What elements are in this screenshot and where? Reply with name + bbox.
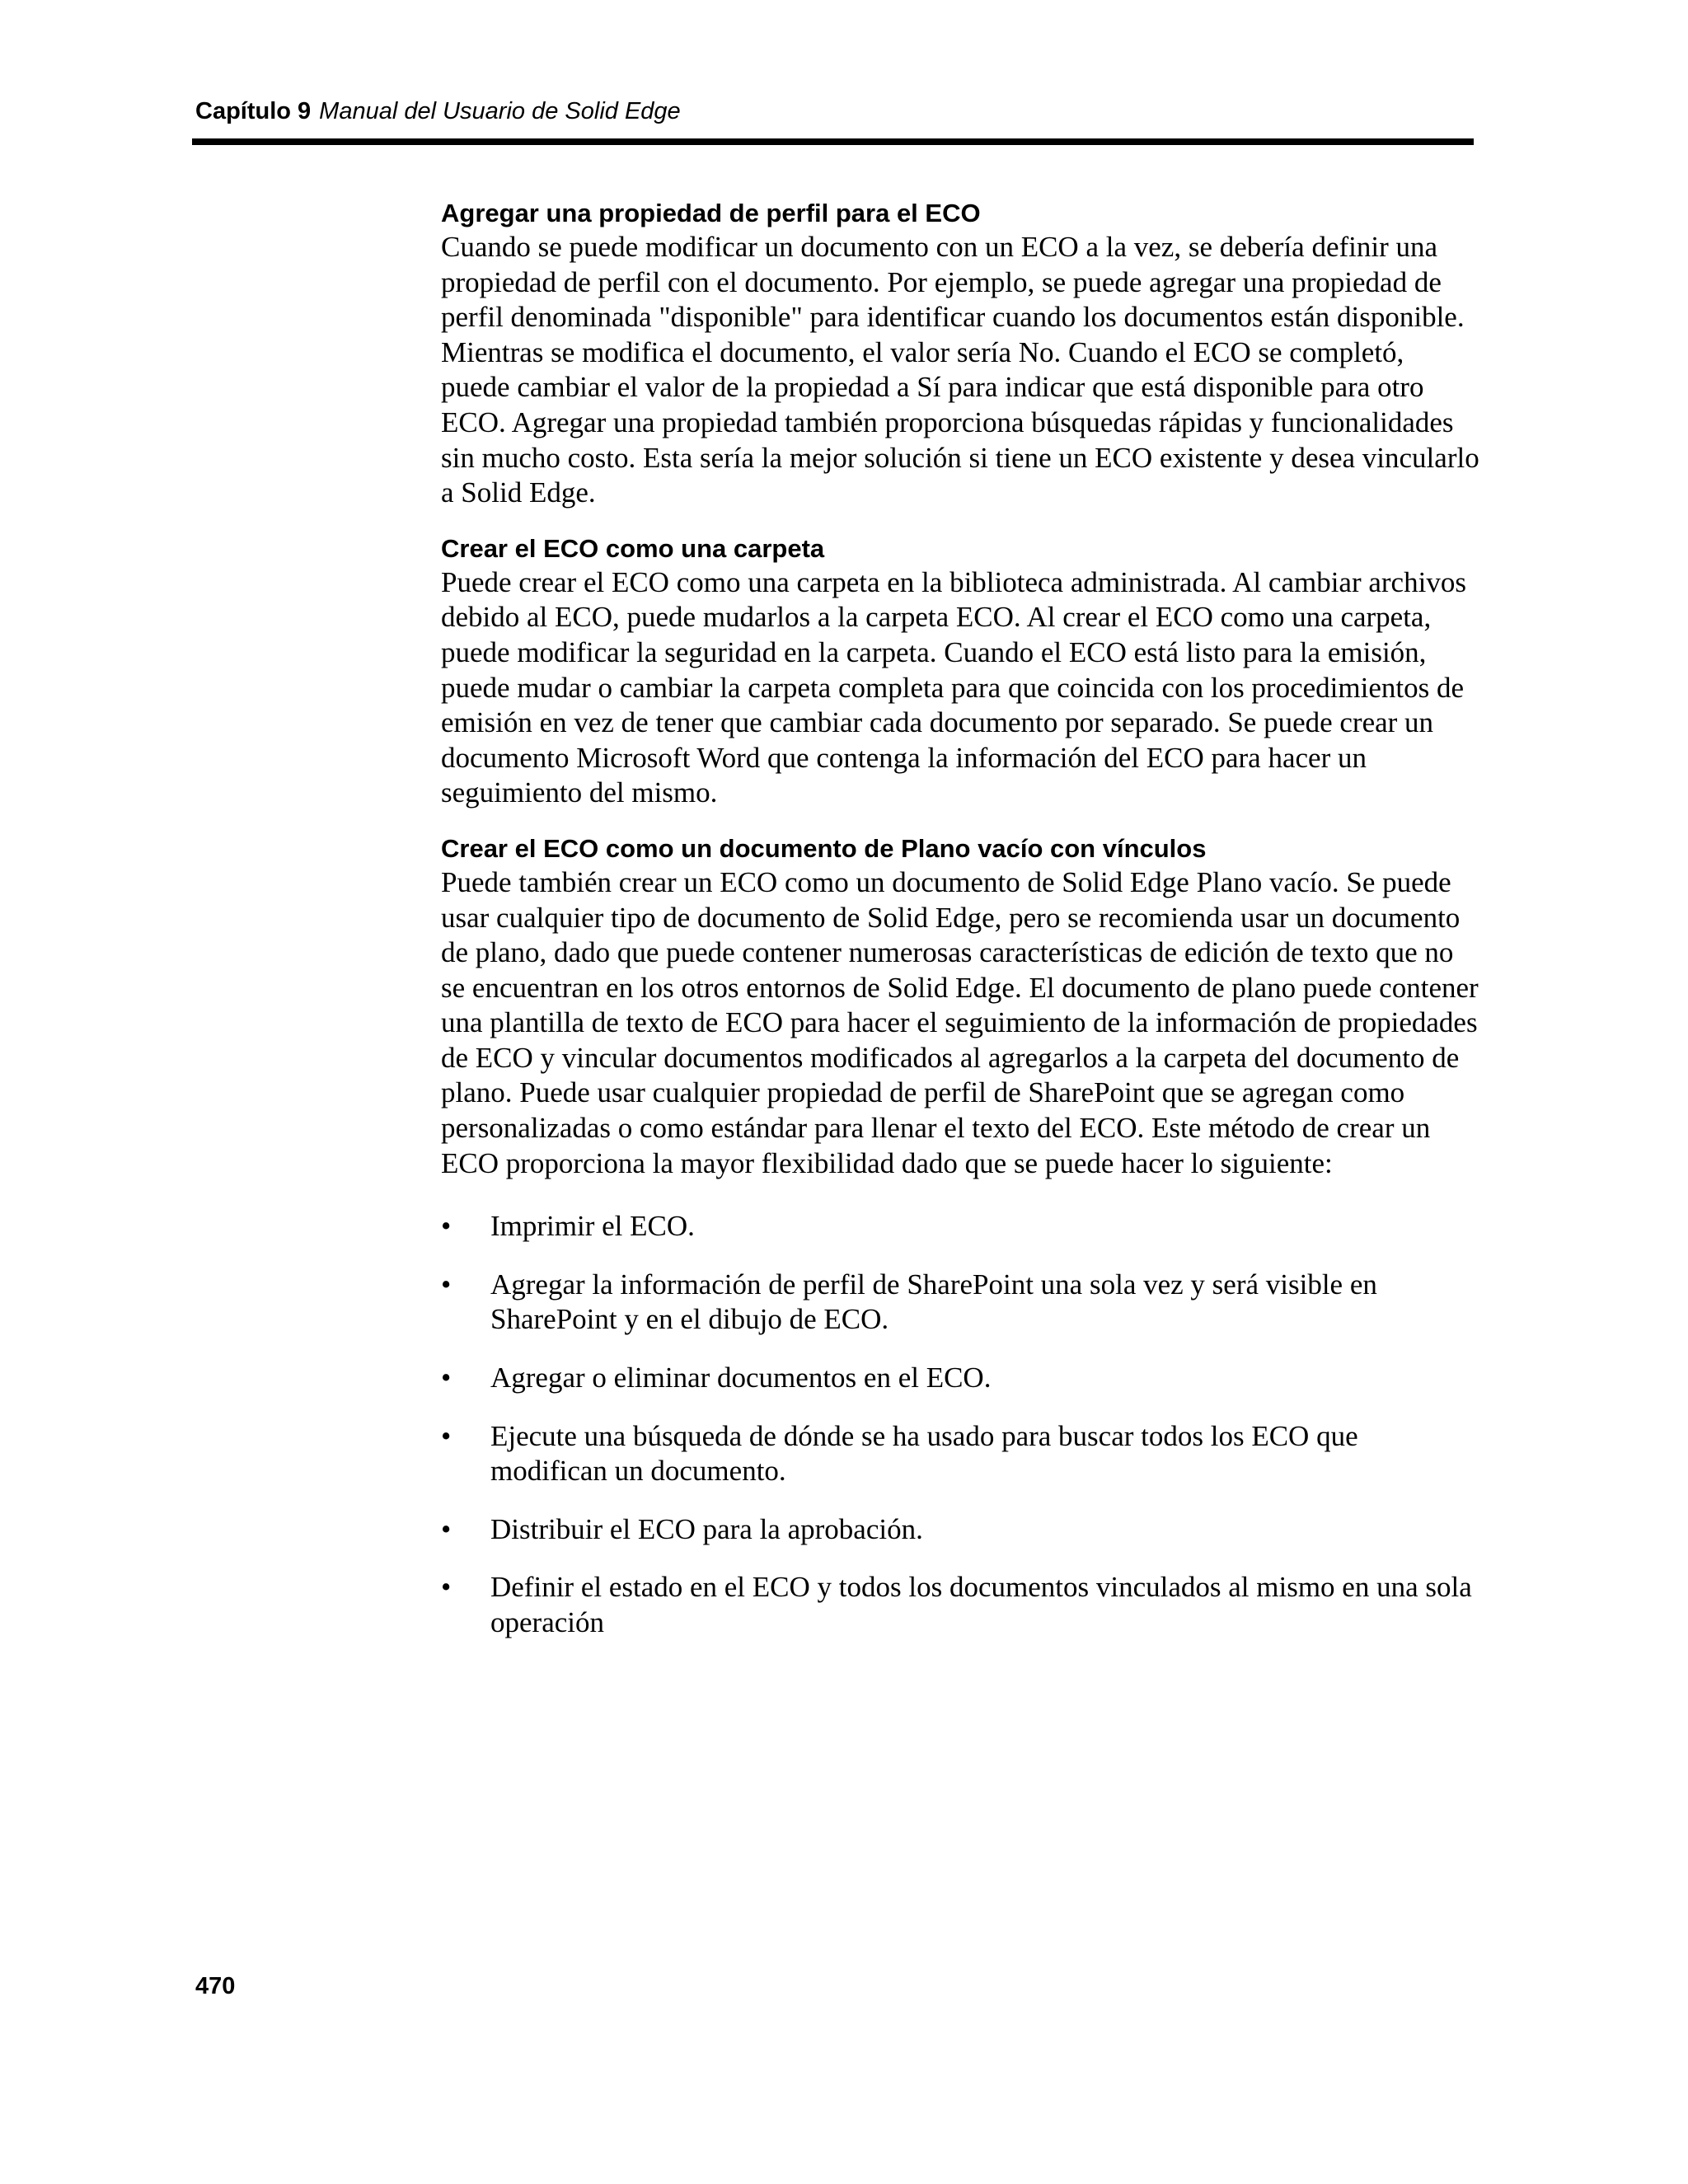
section-heading: Crear el ECO como un documento de Plano vacío con vínculos — [441, 833, 1207, 863]
list-item — [441, 1419, 1479, 1489]
list-item — [441, 1268, 1479, 1338]
list-item — [441, 1570, 1479, 1640]
list-item-text: Ejecute una búsqueda de dónde se ha usado para buscar todos los ECO que modifican un documento. — [490, 1419, 1358, 1488]
page-content — [441, 197, 1479, 1664]
section-eco-folder — [441, 532, 1479, 811]
bullet-icon: • — [441, 1571, 452, 1604]
bullet-icon: • — [441, 1419, 452, 1452]
list-item-text: Agregar o eliminar documentos en el ECO. — [490, 1361, 992, 1394]
chapter-label: Capítulo 9 — [195, 98, 312, 124]
section-paragraph: Cuando se puede modificar un documento con un ECO a la vez, se debería definir una propiedad de perfil con el documento. Por ejemplo, se puede agregar una propiedad de perfil denominada "disponible" para identificar cuando los documentos están disponible. Mientras se modifica el documento, el valor sería No. Cuando el ECO se completó, puede cambiar el valor de la propiedad a Sí para indicar que está disponible para otro ECO. Agregar una propiedad también proporciona búsquedas rápidas y funcionalidades sin mucho costo. Esta sería la mejor solución si tiene un ECO existente y desea vincularlo a Solid Edge. — [441, 231, 1479, 509]
section-profile-property — [441, 197, 1479, 511]
list-item — [441, 1512, 1479, 1548]
page-number: 470 — [195, 1973, 236, 1999]
bullet-icon: • — [441, 1268, 452, 1301]
list-item-text: Agregar la información de perfil de SharePoint una sola vez y será visible en SharePoint y en el dibujo de ECO. — [490, 1268, 1377, 1336]
section-eco-draft-document — [441, 832, 1479, 1181]
list-item-text: Definir el estado en el ECO y todos los documentos vinculados al mismo en una sola operación — [490, 1571, 1472, 1638]
capabilities-bullet-list — [441, 1209, 1479, 1640]
bullet-icon: • — [441, 1210, 452, 1243]
manual-title: Manual del Usuario de Solid Edge — [319, 98, 681, 124]
list-item — [441, 1361, 1479, 1396]
section-paragraph: Puede crear el ECO como una carpeta en la biblioteca administrada. Al cambiar archivos debido al ECO, puede mudarlos a la carpeta ECO. Al crear el ECO como una carpeta, puede modificar la seguridad en la carpeta. Cuando el ECO está listo para la emisión, puede mudar o cambiar la carpeta completa para que coincida con los procedimientos de emisión en vez de tener que cambiar cada documento por separado. Se puede crear un documento Microsoft Word que contenga la información del ECO para hacer un seguimiento del mismo. — [441, 565, 1466, 809]
header-rule — [192, 138, 1474, 145]
page-header — [195, 96, 681, 126]
section-paragraph: Puede también crear un ECO como un documento de Solid Edge Plano vacío. Se puede usar cualquier tipo de documento de Solid Edge, pero se recomienda usar un documento de plano, dado que puede contener numerosas características de edición de texto que no se encuentran en los otros entornos de Solid Edge. El documento de plano puede contener una plantilla de texto de ECO para hacer el seguimiento de la información de propiedades de ECO y vincular documentos modificados al agregarlos a la carpeta del documento de plano. Puede usar cualquier propiedad de perfil de SharePoint que se agregan como personalizadas o como estándar para llenar el texto del ECO. Este método de crear un ECO proporciona la mayor flexibilidad dado que se puede hacer lo siguiente: — [441, 865, 1479, 1179]
bullet-icon: • — [441, 1512, 452, 1545]
bullet-icon: • — [441, 1361, 452, 1394]
section-heading: Agregar una propiedad de perfil para el ECO — [441, 199, 981, 227]
section-heading: Crear el ECO como una carpeta — [441, 533, 825, 563]
list-item — [441, 1209, 1479, 1244]
list-item-text: Distribuir el ECO para la aprobación. — [490, 1512, 923, 1545]
list-item-text: Imprimir el ECO. — [490, 1210, 695, 1243]
